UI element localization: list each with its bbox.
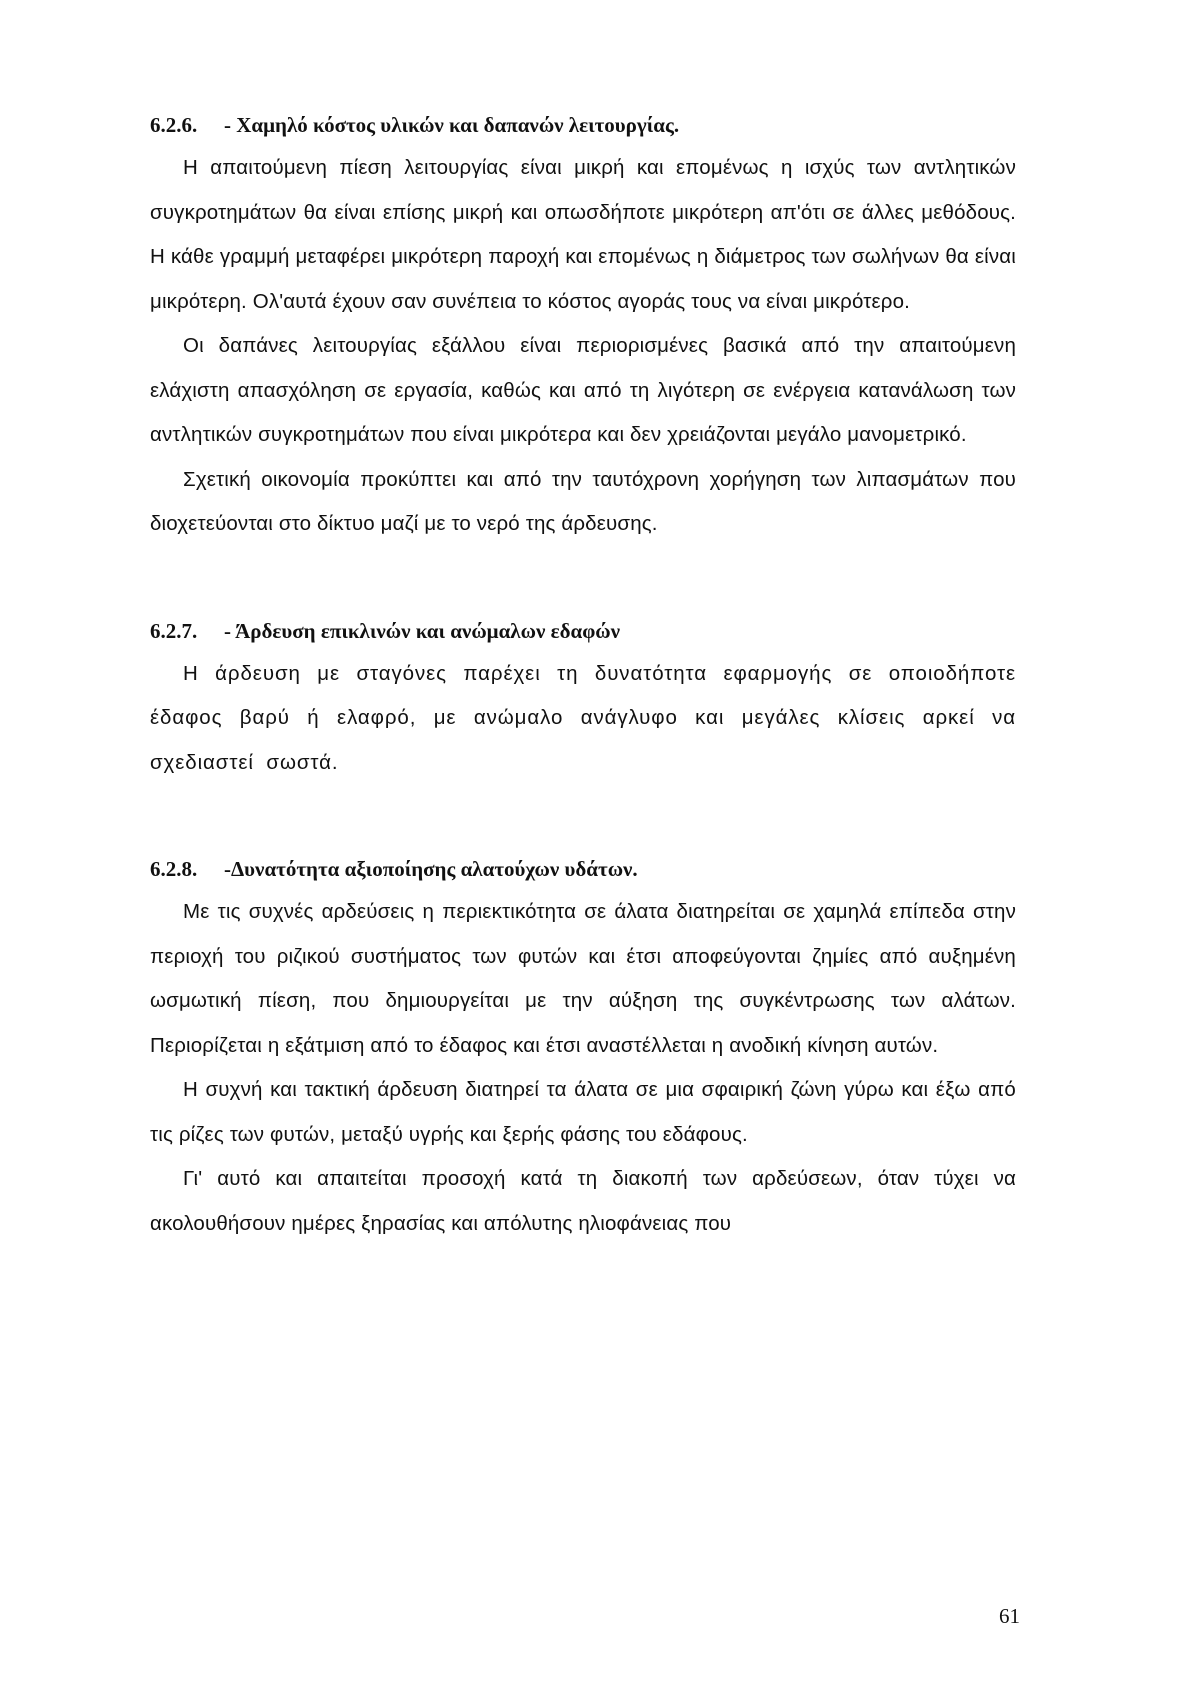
page-number: 61 [999, 1604, 1020, 1628]
section-heading [150, 856, 1016, 882]
section-title: - Άρδευση επικλινών και ανώμαλων εδαφών [224, 618, 621, 643]
section-6-2-7 [150, 618, 1016, 786]
section-number: 6.2.7. [150, 618, 198, 643]
page-content [150, 112, 1016, 1246]
section-number: 6.2.6. [150, 113, 198, 137]
section-heading [150, 112, 1016, 138]
paragraph: Οι δαπάνες λειτουργίας εξάλλου είναι περιορισμένες βασικά από την απαιτούμενη ελάχιστη απασχόληση σε εργασία, καθώς και από τη λιγότερη σε ενέργεια κατανάλωση των αντλητικών συγκροτημάτων που είναι μικρότερα και δεν χρειάζονται μεγάλο μανομετρικό. [150, 334, 1016, 446]
section-title: - Χαμηλό κόστος υλικών και δαπανών λειτουργίας. [224, 113, 680, 137]
paragraph: Με τις συχνές αρδεύσεις η περιεκτικότητα σε άλατα διατηρείται σε χαμηλά επίπεδα στην περιοχή του ριζικού συστήματος των φυτών και έτσι αποφεύγονται ζημίες από αυξημένη ωσμωτική πίεση, που δημιουργείται με την αύξηση της συγκέντρωσης των αλάτων. Περιορίζεται η εξάτμιση από το έδαφος και έτσι αναστέλλεται η ανοδική κίνηση αυτών. [150, 900, 1016, 1057]
paragraph: Η άρδευση με σταγόνες παρέχει τη δυνατότητα εφαρμογής σε οποιοδήποτε έδαφος βαρύ ή ελαφρό, με ανώμαλο ανάγλυφο και μεγάλες κλίσεις αρκεί να σχεδιαστεί σωστά. [150, 661, 1016, 774]
section-heading [150, 618, 1016, 644]
paragraph: Γι' αυτό και απαιτείται προσοχή κατά τη διακοπή των αρδεύσεων, όταν τύχει να ακολουθήσουν ημέρες ξηρασίας και απόλυτης ηλιοφάνειας που [150, 1167, 1016, 1235]
paragraph: Σχετική οικονομία προκύπτει και από την ταυτόχρονη χορήγηση των λιπασμάτων που διοχετεύονται στο δίκτυο μαζί με το νερό της άρδευσης. [150, 467, 1016, 535]
paragraph: Η συχνή και τακτική άρδευση διατηρεί τα άλατα σε μια σφαιρική ζώνη γύρω και έξω από τις ρίζες των φυτών, μεταξύ υγρής και ξερής φάσης του εδάφους. [150, 1078, 1016, 1146]
section-6-2-8 [150, 856, 1016, 1246]
section-title: -Δυνατότητα αξιοποίησης αλατούχων υδάτων. [224, 857, 638, 881]
paragraph: Η απαιτούμενη πίεση λειτουργίας είναι μικρή και επομένως η ισχύς των αντλητικών συγκροτημάτων θα είναι επίσης μικρή και οπωσδήποτε μικρότερη απ'ότι σε άλλες μεθόδους. Η κάθε γραμμή μεταφέρει μικρότερη παροχή και επομένως η διάμετρος των σωλήνων θα είναι μικρότερη. Ολ'αυτά έχουν σαν συνέπεια το κόστος αγοράς τους να είναι μικρότερο. [150, 156, 1016, 313]
section-6-2-6 [150, 112, 1016, 547]
section-number: 6.2.8. [150, 857, 198, 881]
